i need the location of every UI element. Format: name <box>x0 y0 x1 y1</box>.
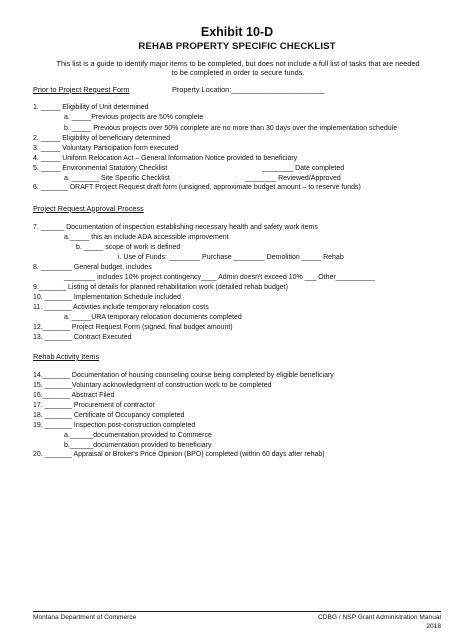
checklist-item: b. _____ Previous projects over 50% complete are no more than 30 days over the implementation schedule <box>64 125 398 132</box>
checklist-item: 7. ______ Documentation of inspection establishing necessary health and safety work items <box>33 224 318 231</box>
checklist-item: 14._______ Documentation of housing counseling course being completed by eligible beneficiary <box>33 372 334 379</box>
checklist-item: 16._______ Abstract Filed <box>33 392 115 399</box>
checklist-item: ________ includes 10% project contingency____ Admin doesn't exceed 10% ___ Other__________ <box>64 274 375 281</box>
checklist-item: 13. _______ Contract Executed <box>33 334 132 341</box>
footer-divider <box>33 611 441 612</box>
checklist-item: 4. _____ Uniform Relocation Act – General Information Notice provided to beneficiary <box>33 155 298 162</box>
intro-text <box>26 59 450 77</box>
checklist-item: ________ Reviewed/Approved <box>245 175 341 182</box>
exhibit-label: Exhibit 10-D <box>200 25 274 39</box>
property-location-field: Property Location:_______________________ <box>172 85 325 94</box>
checklist-item: b. _____ scope of work is defined <box>76 244 181 251</box>
checklist-item: 15. _______Voluntary acknowledgment of construction work to be completed <box>33 382 272 389</box>
checklist-item: 20. _______ Appraisal or Broker's Price Opinion (BPO) completed (within 60 days after rehab) <box>33 451 325 458</box>
checklist-item: 18. _______ Certificate of Occupancy completed <box>33 412 185 419</box>
checklist-item: a. _____URA temporary relocation documents completed <box>64 314 242 321</box>
footer-year: 2018 <box>426 623 441 630</box>
checklist-item: a._____ this an include ADA accessible improvement <box>64 234 229 241</box>
checklist-item: 3. _____ Voluntary Participation form executed <box>33 145 179 152</box>
checklist-item: a. _______ Site Specific Checklist <box>64 175 170 182</box>
checklist-item: 19. _______ Inspection post-construction completed <box>33 422 196 429</box>
checklist-item: 9._______ Listing of details for planned rehabilitation work (detailed rehab budget) <box>33 284 288 291</box>
checklist-item: 10. _______ Implementation Schedule included <box>33 294 181 301</box>
intro-line-2: to be completed in order to secure funds. <box>171 68 305 77</box>
checklist-item: a.______documentation provided to Commerce <box>64 432 212 439</box>
checklist-item: 2. _____ Eligibility of beneficiary determined <box>33 135 170 142</box>
section-heading-rehab: Rehab Activity Items <box>33 352 100 361</box>
checklist-item: 11. _______ Activities include temporary relocation costs <box>33 304 209 311</box>
checklist-item: b.______documentation provided to beneficiary <box>64 442 212 449</box>
checklist-item: 6. _______ DRAFT Project Request draft form (unsigned, approximate budget amount – to reserve funds) <box>33 184 361 191</box>
section-heading-prior: Prior to Project Request Form <box>33 85 130 94</box>
checklist-item: 5. _____ Environmental Statutory Checklist <box>33 165 168 172</box>
checklist-item: 1. _____ Eligibility of Unit determined <box>33 104 149 111</box>
checklist-item: 8. ________ General budget, includes <box>33 264 152 271</box>
footer-manual-title: CDBG / NSP Grant Administration Manual <box>317 614 441 621</box>
checklist-item: i. Use of Funds: ________ Purchase ________ Demolition _____ Rehab <box>118 254 344 261</box>
checklist-item: 17. _______ Procurement of contractor <box>33 402 155 409</box>
section-heading-approval: Project Request Approval Process <box>33 204 144 213</box>
footer-department: Montana Department of Commerce <box>33 614 137 621</box>
checklist-item: 12._______ Project Request Form (signed, final budget amount) <box>33 324 233 331</box>
page-title: REHAB PROPERTY SPECIFIC CHECKLIST <box>138 41 336 52</box>
checklist-item: ________ Date completed <box>262 165 345 172</box>
intro-line-1: This list is a guide to identify major items to be completed, but does not include a full list of tasks that are needed <box>56 59 420 68</box>
checklist-item: a. _____Previous projects are 50% complete <box>64 114 204 121</box>
